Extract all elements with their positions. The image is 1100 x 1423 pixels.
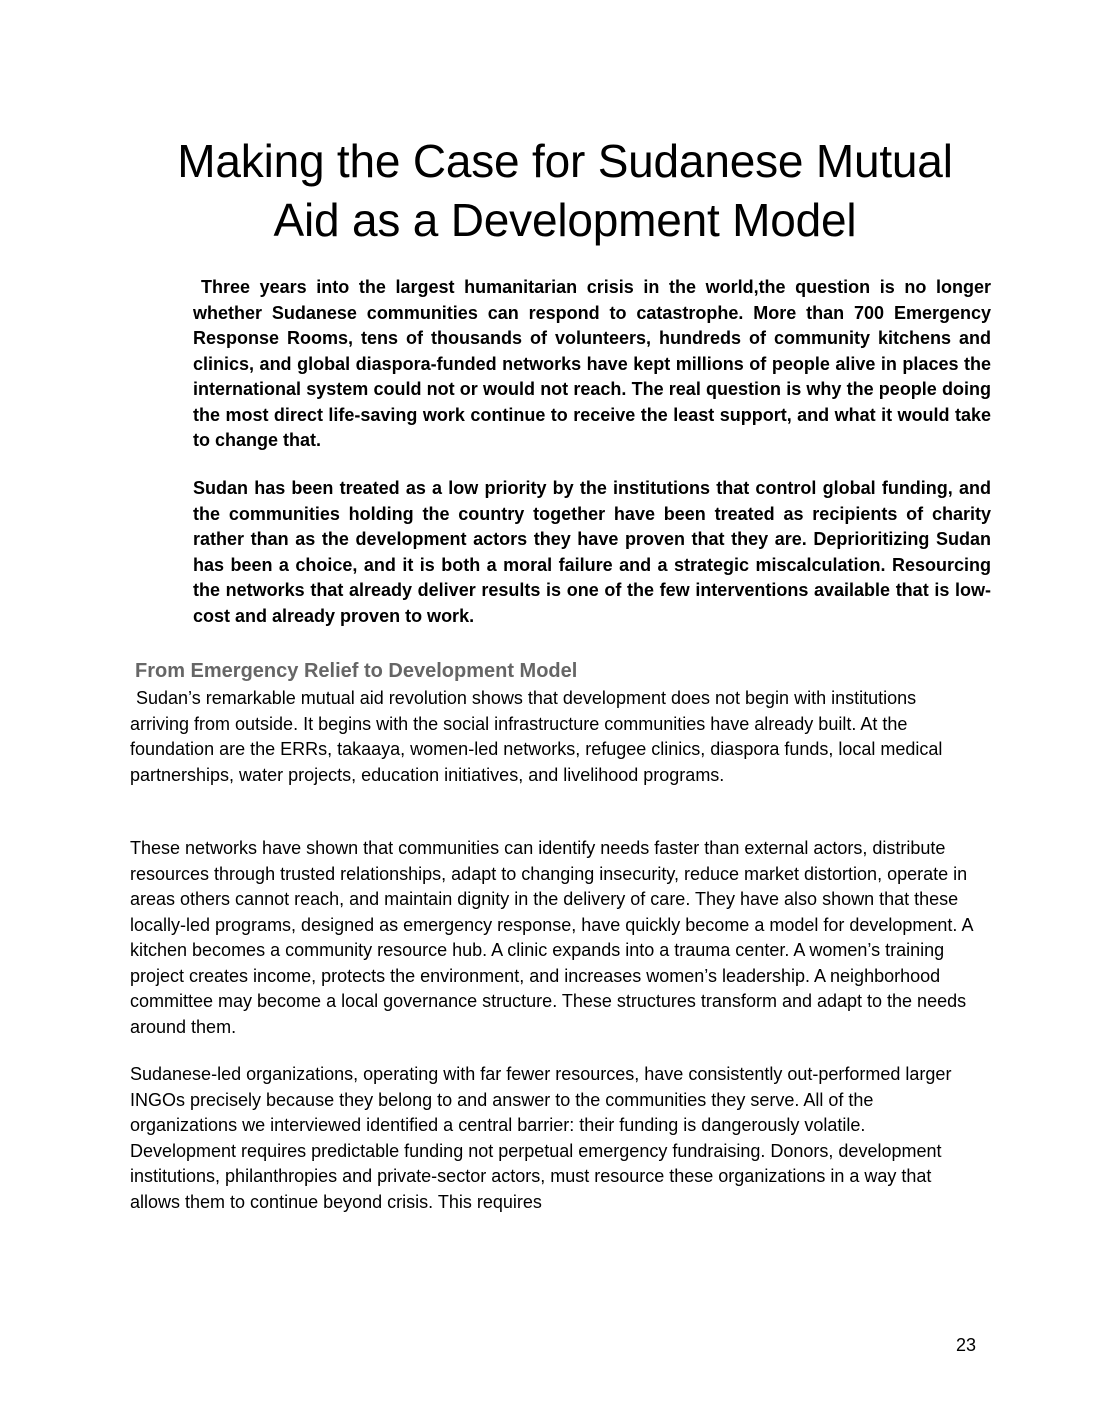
section-heading: From Emergency Relief to Development Model	[135, 660, 578, 682]
body-paragraph-3: Sudanese-led organizations, operating with far fewer resources, have consistently out-performed larger INGOs precisely because they belong to and answer to the communities they serve. All of the organizations we interviewed identified a central barrier: their funding is dangerously volatile. Development requires predictable funding not perpetual emergency fundraising. Donors, development institutions, philanthropies and private-sector actors, must resource these organizations in a way that allows them to continue beyond crisis. This requires	[130, 1064, 952, 1212]
summary-paragraph-2: Sudan has been treated as a low priority by the institutions that control global funding, and the communities holding the country together have been treated as recipients of charity rather than as the development actors they have proven that they are. Deprioritizing Sudan has been a choice, and it is both a moral failure and a strategic miscalculation. Resourcing the networks that already deliver results is one of the few interventions available that is low-cost and already proven to work.	[193, 478, 991, 626]
page-title-line-2: Aid as a Development Model	[273, 194, 857, 246]
page-number: 23	[955, 1335, 976, 1355]
body-paragraph-2: These networks have shown that communities can identify needs faster than external actors, distribute resources through trusted relationships, adapt to changing insecurity, reduce market distortion, operate in areas others cannot reach, and maintain dignity in the delivery of care. They have also shown that these locally-led programs, designed as emergency response, have quickly become a model for development. A kitchen becomes a community resource hub. A clinic expands into a trauma center. A women’s training project creates income, protects the environment, and increases women’s leadership. A neighborhood committee may become a local governance structure. These structures transform and adapt to the needs around them.	[130, 838, 973, 1037]
summary-paragraph-1: Three years into the largest humanitarian crisis in the world,the question is no longer whether Sudanese communities can respond to catastrophe. More than 700 Emergency Response Rooms, tens of thousands of volunteers, hundreds of community kitchens and clinics, and global diaspora-funded networks have kept millions of people alive in places the international system could not or would not reach. The real question is why the people doing the most direct life-saving work continue to receive the least support, and what it would take to change that.	[193, 277, 991, 450]
page-title	[130, 132, 1000, 250]
page-title-line-1: Making the Case for Sudanese Mutual	[177, 135, 953, 187]
body-paragraph-1: Sudan’s remarkable mutual aid revolution shows that development does not begin with institutions arriving from outside. It begins with the social infrastructure communities have already built. At the foundation are the ERRs, takaaya, women-led networks, refugee clinics, diaspora funds, local medical partnerships, water projects, education initiatives, and livelihood programs.	[130, 688, 943, 785]
